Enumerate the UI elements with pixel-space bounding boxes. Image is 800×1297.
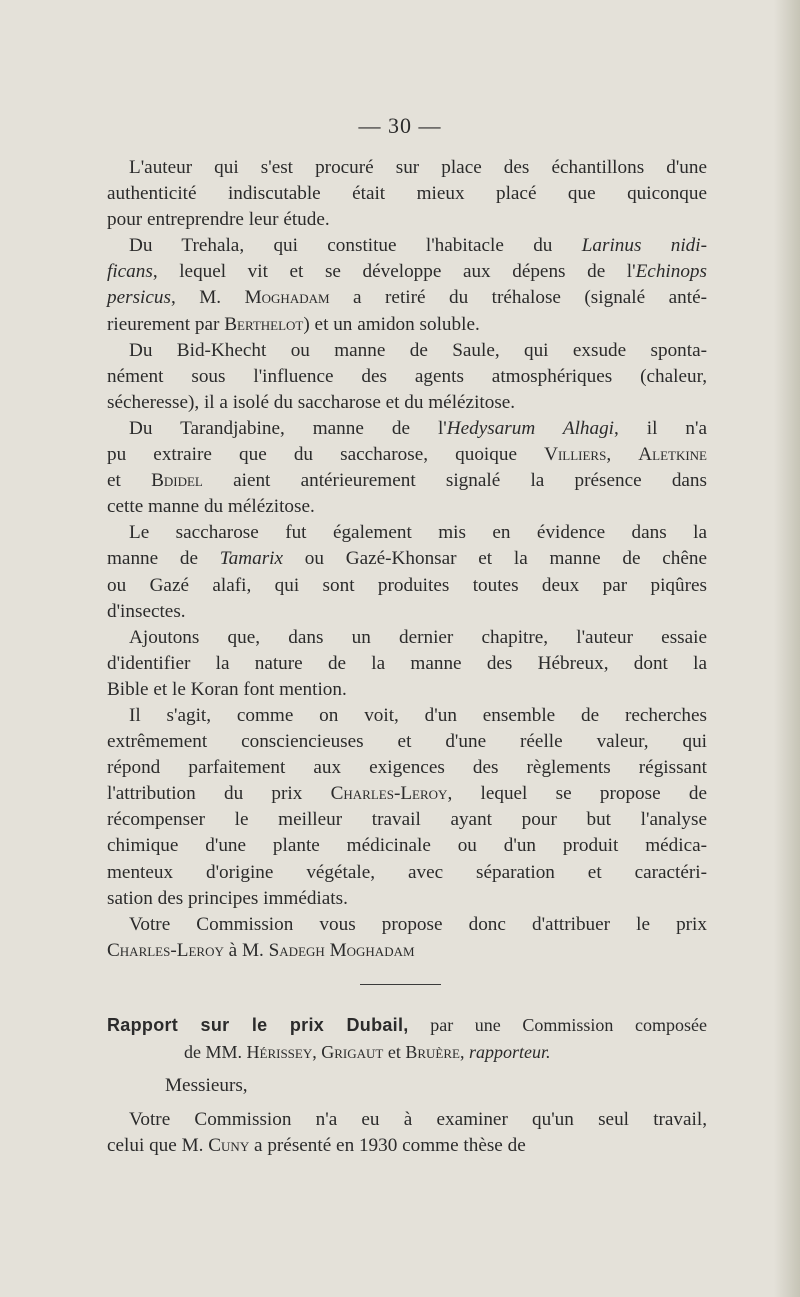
person-name: Moghadam: [244, 287, 330, 309]
report-heading-rest: par une Commission composée: [408, 1015, 708, 1035]
text-line: Du Bid-Khecht ou manne de Saule, qui exsude sponta-: [129, 339, 707, 361]
paragraph: [107, 233, 707, 337]
text-line: Charles-Leroy à M. Sadegh Moghadam: [107, 939, 415, 961]
text-line: répond parfaitement aux exigences des règlements régissant: [107, 757, 707, 779]
text-line: pu extraire que du saccharose, quoique Villiers, Aletkine: [107, 444, 707, 466]
text-line: sécheresse), il a isolé du saccharose et du mélézitose.: [107, 391, 516, 413]
paragraph: [107, 338, 707, 416]
text-line: Du Trehala, qui constitue l'habitacle du Larinus nidi-: [129, 235, 707, 257]
text-line: cette manne du mélézitose.: [107, 496, 315, 518]
text-line: Votre Commission n'a eu à examiner qu'un seul travail,: [129, 1109, 707, 1131]
paragraph: [107, 155, 707, 233]
italic-term: Tamarix: [219, 548, 284, 570]
page-number: — 30 —: [358, 113, 442, 138]
text-line: ficans, lequel vit et se développe aux dépens de l'Echinops: [107, 261, 707, 283]
italic-term: Larinus nidi-: [581, 235, 707, 257]
report-heading-title: Rapport sur le prix Dubail,: [107, 1015, 409, 1035]
text-line: Ajoutons que, dans un dernier chapitre, l'auteur essaie: [129, 626, 707, 648]
member-name: Grigaut: [321, 1042, 384, 1063]
person-name: Bdidel: [151, 470, 203, 492]
paragraph: [107, 1107, 707, 1159]
text-line: et Bdidel aient antérieurement signalé la présence dans: [107, 470, 707, 492]
members-separator: ,: [312, 1042, 322, 1063]
person-name: Sadegh Moghadam: [268, 939, 415, 961]
text-line: extrêmement consciencieuses et d'une réelle valeur, qui: [107, 731, 707, 753]
italic-term: Hedysarum Alhagi: [446, 417, 615, 439]
paragraph: [107, 912, 707, 964]
text-line: sation des principes immédiats.: [107, 887, 348, 909]
member-name: Bruère: [405, 1042, 460, 1063]
report-body: [107, 155, 707, 964]
text-line: Bible et le Koran font mention.: [107, 678, 347, 700]
paragraph: [107, 416, 707, 520]
text-line: nément sous l'influence des agents atmosphériques (chaleur,: [107, 365, 707, 387]
text-line: chimique d'une plante médicinale ou d'un produit médica-: [107, 835, 707, 857]
text-line: Du Tarandjabine, manne de l'Hedysarum Alhagi, il n'a: [129, 417, 708, 439]
person-name: Berthelot: [224, 313, 304, 335]
text-line: authenticité indiscutable était mieux placé que quiconque: [107, 183, 707, 205]
person-name: Aletkine: [638, 444, 707, 466]
person-name: Cuny: [208, 1135, 250, 1157]
person-name: Charles-Leroy: [107, 939, 224, 961]
members-separator: ,: [459, 1042, 469, 1063]
closing-paragraph: [107, 1107, 707, 1159]
text-line: celui que M. Cuny a présenté en 1930 comme thèse de: [107, 1135, 526, 1157]
report-heading: [107, 1012, 707, 1039]
dubail-report-section: [107, 1012, 707, 1159]
text-line: Il s'agit, comme on voit, d'un ensemble de recherches: [129, 704, 707, 726]
report-committee-members: [107, 1039, 707, 1065]
paragraph: [107, 520, 707, 624]
members-and: et: [383, 1042, 406, 1063]
text-line: l'attribution du prix Charles-Leroy, lequel se propose de: [107, 783, 707, 805]
paragraph: [107, 625, 707, 703]
text-line: rieurement par Berthelot) et un amidon soluble.: [107, 313, 480, 335]
text-line: d'identifier la nature de la manne des Hébreux, dont la: [107, 652, 707, 674]
text-line: d'insectes.: [107, 600, 186, 622]
text-line: ou Gazé alafi, qui sont produites toutes deux par piqûres: [107, 574, 707, 596]
italic-term: ficans: [107, 261, 153, 283]
salutation: Messieurs,: [165, 1075, 248, 1097]
member-role: rapporteur.: [468, 1042, 551, 1063]
text-line: manne de Tamarix ou Gazé-Khonsar et la manne de chêne: [107, 548, 707, 570]
member-name: Hérissey: [246, 1042, 313, 1063]
person-name: Villiers: [544, 444, 607, 466]
person-name: Charles-Leroy: [330, 783, 448, 805]
text-line: Le saccharose fut également mis en évidence dans la: [129, 522, 707, 544]
text-line: L'auteur qui s'est procuré sur place des échantillons d'une: [129, 157, 707, 178]
members-prefix: de MM.: [184, 1042, 247, 1063]
italic-term: persicus: [107, 287, 171, 309]
text-line: persicus, M. Moghadam a retiré du tréhalose (signalé anté-: [107, 287, 707, 309]
section-divider: [360, 984, 441, 985]
paragraph: [107, 703, 707, 912]
text-line: Votre Commission vous propose donc d'attribuer le prix: [129, 913, 707, 935]
text-line: pour entreprendre leur étude.: [107, 209, 330, 231]
text-line: récompenser le meilleur travail ayant pour but l'analyse: [107, 809, 707, 831]
text-line: menteux d'origine végétale, avec séparation et caractéri-: [107, 861, 707, 883]
italic-term: Echinops: [635, 261, 707, 283]
